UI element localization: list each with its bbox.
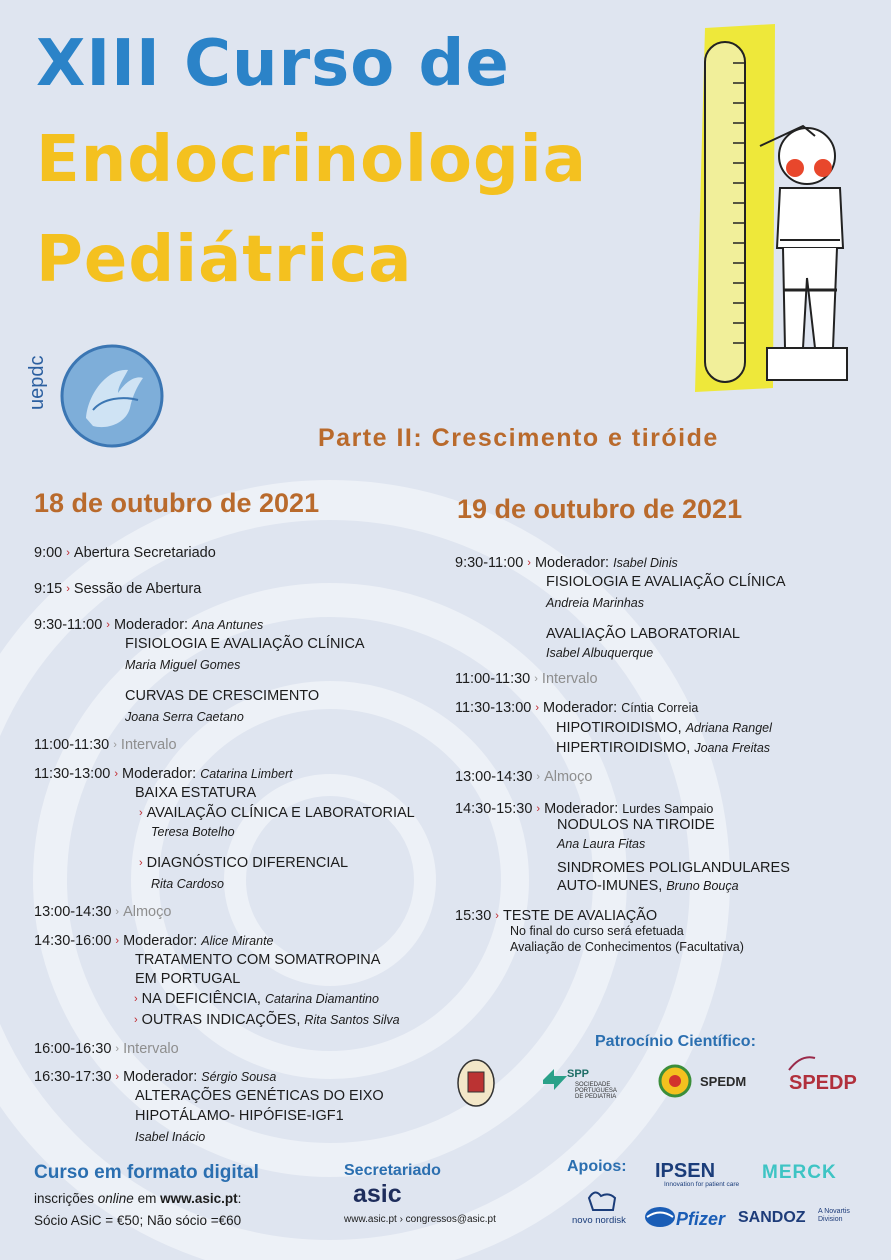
novo-nordisk-logo: novo nordisk [572, 1215, 626, 1226]
session-title: DIAGNÓSTICO DIFERENCIAL [146, 855, 349, 871]
secretariat-title: Secretariado [344, 1162, 441, 1179]
time: 15:30 [455, 908, 492, 924]
moderator-name: Ana Antunes [192, 618, 264, 632]
session-title: SINDROMES POLIGLANDULARES [557, 860, 790, 876]
moderator-name: Cíntia Correia [621, 701, 699, 715]
title-line-3: Pediátrica [36, 223, 413, 297]
break-text: Almoço [123, 904, 172, 920]
speaker-name: Maria Miguel Gomes [125, 658, 241, 672]
moderator-name: Catarina Limbert [200, 767, 293, 781]
arrow-icon: › [134, 1014, 138, 1026]
session-title: FISIOLOGIA E AVALIAÇÃO CLÍNICA [125, 636, 365, 652]
arrow-icon: › [114, 768, 118, 780]
session-title: AVALIAÇÃO LABORATORIAL [546, 626, 740, 642]
arrow-icon: › [527, 557, 531, 569]
day1-date: 18 de outubro de 2021 [34, 488, 320, 518]
session-title: BAIXA ESTATURA [135, 785, 257, 801]
time: 11:00-11:30 [34, 737, 110, 753]
sandoz-tag-1: A Novartis [818, 1208, 850, 1215]
spedp-logo-text: SPEDP [789, 1072, 857, 1094]
moderator-name: Lurdes Sampaio [622, 802, 714, 816]
spedm-logo-text: SPEDM [700, 1074, 747, 1089]
registration-mid: em [133, 1191, 161, 1206]
time: 16:00-16:30 [34, 1041, 112, 1057]
time: 13:00-14:30 [455, 769, 533, 785]
time: 14:30-16:00 [34, 933, 112, 949]
time: 9:15 [34, 581, 63, 597]
session-title: HIPERTIROIDISMO, [556, 740, 691, 756]
spp-sub-3: DE PEDIATRIA [575, 1094, 617, 1100]
session-title: OUTRAS INDICAÇÕES, [141, 1012, 301, 1028]
arrow-icon: › [139, 857, 143, 869]
registration-link[interactable]: www.asic.pt [160, 1191, 238, 1206]
session-title: TRATAMENTO COM SOMATROPINA [135, 952, 381, 968]
novo-nordisk-bull-icon [585, 1186, 619, 1214]
sponsors-title: Patrocínio Científico: [595, 1033, 756, 1050]
registration-prefix: inscrições [34, 1191, 98, 1206]
registration-online: online [97, 1191, 134, 1206]
item-text: Sessão de Abertura [73, 581, 202, 597]
pfizer-pill-icon [643, 1204, 677, 1230]
speaker-name: Teresa Botelho [151, 825, 235, 839]
speaker-name: Rita Santos Silva [304, 1013, 400, 1027]
moderator-name: Sérgio Sousa [201, 1070, 277, 1084]
time: 11:30-13:00 [455, 700, 532, 716]
speaker-name: Bruno Bouça [666, 879, 739, 893]
spp-logo-sub [575, 1082, 617, 1100]
speaker-name: Joana Serra Caetano [125, 710, 244, 724]
speaker-name: Isabel Albuquerque [546, 646, 654, 660]
sandoz-tag-2: Division [818, 1216, 843, 1223]
registration-end: : [237, 1191, 242, 1206]
session-title: ALTERAÇÕES GENÉTICAS DO EIXO [135, 1088, 384, 1104]
asic-logo: asic [353, 1180, 402, 1208]
speaker-name: Catarina Diamantino [264, 992, 379, 1006]
arrow-icon: › [115, 1071, 120, 1083]
spp-logo-text: SPP [567, 1068, 590, 1080]
item-text: Abertura Secretariado [73, 545, 216, 561]
day2-date: 19 de outubro de 2021 [457, 494, 743, 524]
arrow-icon: › [115, 1043, 120, 1055]
moderator-label: Moderador: [534, 555, 610, 571]
time: 11:00-11:30 [455, 671, 531, 687]
speaker-name: Isabel Inácio [135, 1130, 206, 1144]
moderator-name: Isabel Dinis [613, 556, 678, 570]
time: 11:30-13:00 [34, 766, 111, 782]
break-text: Intervalo [123, 1041, 179, 1057]
session-title: NA DEFICIÊNCIA, [141, 991, 261, 1007]
arrow-icon: › [495, 910, 499, 922]
arrow-icon: › [113, 739, 117, 751]
session-title: AVAILAÇÃO CLÍNICA E LABORATORIAL [146, 805, 415, 821]
session-title: EM PORTUGAL [135, 971, 241, 987]
moderator-label: Moderador: [123, 933, 198, 949]
arrow-icon: › [115, 935, 120, 947]
arrow-icon: › [115, 906, 120, 918]
spedp-logo-icon [787, 1052, 817, 1072]
arrow-icon: › [535, 702, 539, 714]
speaker-name: Rita Cardoso [151, 877, 224, 891]
time: 14:30-15:30 [455, 801, 533, 817]
merck-logo: MERCK [762, 1162, 837, 1183]
uepdc-logo [48, 338, 178, 456]
note-text: No final do curso será efetuada [510, 924, 684, 938]
time: 9:30-11:00 [34, 617, 103, 633]
child-measuring-illustration [675, 18, 885, 398]
session-title: NODULOS NA TIROIDE [557, 817, 715, 833]
time: 16:30-17:30 [34, 1069, 112, 1085]
session-title: HIPOTIROIDISMO, [556, 720, 682, 736]
time: 13:00-14:30 [34, 904, 112, 920]
secretariat-contact[interactable]: www.asic.pt › congressos@asic.pt [344, 1214, 496, 1225]
moderator-label: Moderador: [123, 1069, 198, 1085]
prices-text: Sócio ASiC = €50; Não sócio =€60 [34, 1213, 242, 1228]
arrow-icon: › [536, 803, 541, 815]
arrow-icon: › [534, 673, 538, 685]
arrow-icon: › [66, 583, 70, 595]
spedm-logo-icon [656, 1064, 696, 1098]
break-text: Intervalo [541, 671, 598, 687]
uepdc-logo-text: uepdc [26, 355, 48, 410]
arrow-icon: › [134, 993, 138, 1005]
spp-sub-1: SOCIEDADE [575, 1082, 611, 1088]
time: 9:00 [34, 545, 63, 561]
moderator-name: Alice Mirante [201, 934, 274, 948]
format-title: Curso em formato digital [34, 1162, 259, 1183]
ipsen-logo: IPSEN [655, 1160, 716, 1182]
moderator-label: Moderador: [122, 766, 197, 782]
spp-sub-2: PORTUGUESA [575, 1088, 617, 1094]
moderator-label: Moderador: [543, 700, 618, 716]
title-line-1: XIII Curso de [36, 27, 510, 101]
session-title: FISIOLOGIA E AVALIAÇÃO CLÍNICA [546, 574, 786, 590]
arrow-icon: › [66, 547, 70, 559]
session-title: AUTO-IMUNES, [557, 878, 663, 894]
apoios-title: Apoios: [567, 1158, 627, 1175]
break-text: Almoço [544, 769, 593, 785]
speaker-name: Adriana Rangel [685, 721, 772, 735]
session-title: CURVAS DE CRESCIMENTO [125, 688, 320, 704]
speaker-name: Andreia Marinhas [546, 596, 644, 610]
arrow-icon: › [536, 771, 541, 783]
ipsen-tagline: Innovation for patient care [664, 1181, 740, 1188]
title-line-2: Endocrinologia [36, 123, 587, 197]
sandoz-tagline [818, 1208, 850, 1224]
subtitle: Parte II: Crescimento e tiróide [318, 424, 719, 452]
moderator-label: Moderador: [544, 801, 619, 817]
arrow-icon: › [106, 619, 110, 631]
session-title: TESTE DE AVALIAÇÃO [502, 908, 658, 924]
speaker-name: Joana Freitas [694, 741, 771, 755]
spp-logo-icon [540, 1064, 570, 1096]
arrow-icon: › [139, 807, 143, 819]
pfizer-logo: Pfizer [676, 1209, 726, 1229]
session-title: HIPOTÁLAMO- HIPÓFISE-IGF1 [135, 1108, 344, 1124]
note-text: Avaliação de Conhecimentos (Facultativa) [510, 940, 744, 954]
sandoz-logo: SANDOZ [738, 1209, 806, 1226]
moderator-label: Moderador: [113, 617, 189, 633]
registration-text [34, 1191, 241, 1206]
time: 9:30-11:00 [455, 555, 524, 571]
break-text: Intervalo [120, 737, 177, 753]
university-seal-logo [456, 1058, 496, 1108]
speaker-name: Ana Laura Fitas [557, 837, 646, 851]
